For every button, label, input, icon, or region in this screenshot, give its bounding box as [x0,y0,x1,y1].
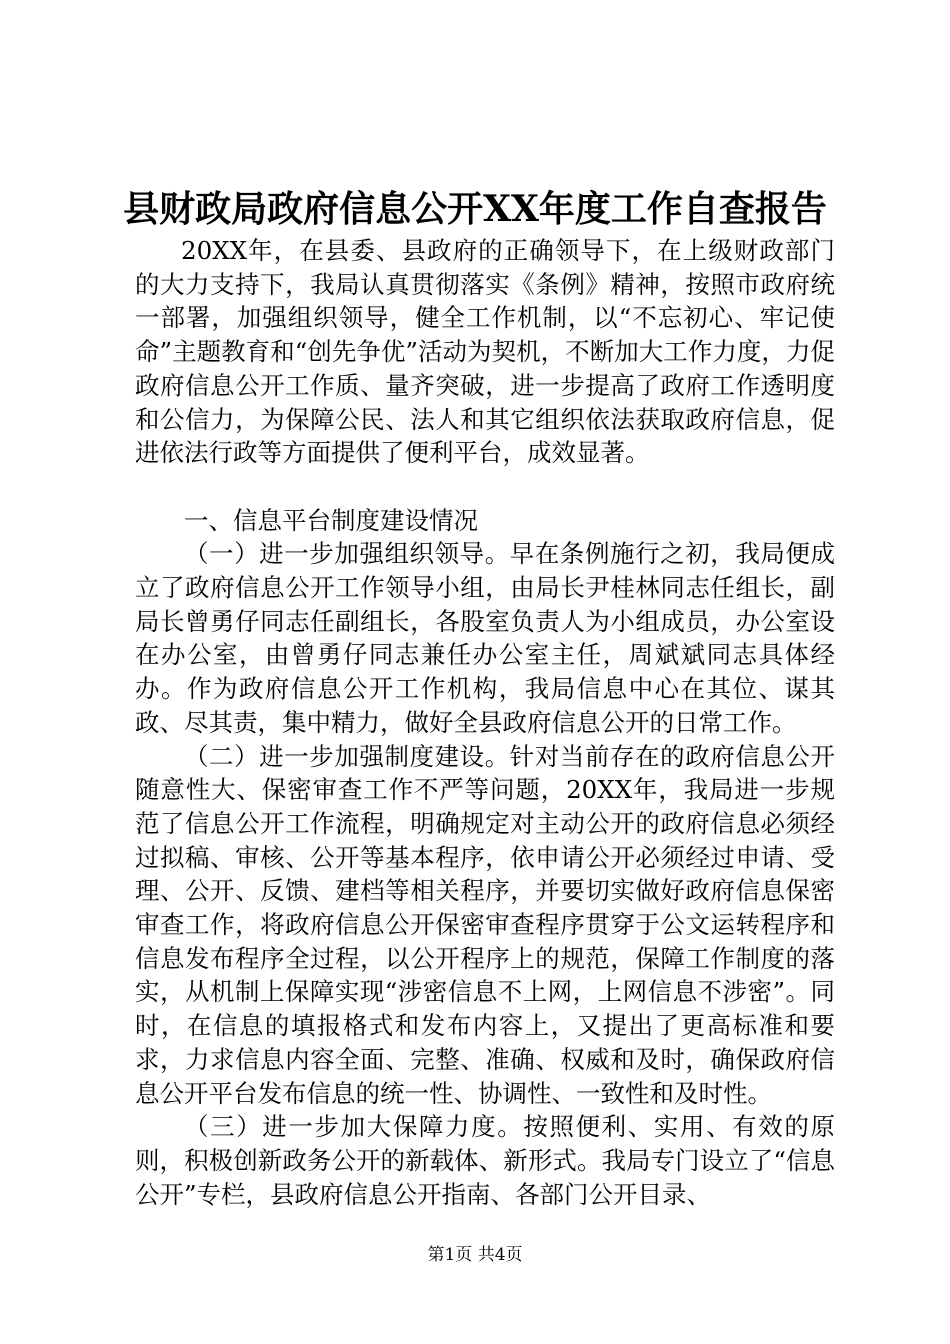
paragraph-organization: （一）进一步加强组织领导。早在条例施行之初，我局便成立了政府信息公开工作领导小组，由局长尹桂林同志任组长，副局长曾勇仔同志任副组长，各股室负责人为小组成员，办公室设在办公室，由曾勇仔同志兼任办公室主任，周斌斌同志具体经办。作为政府信息公开工作机构，我局信息中心在其位、谋其政、尽其责，集中精力，做好全县政府信息公开的日常工作。 [135,539,835,737]
intro-paragraph: 20XX年，在县委、县政府的正确领导下，在上级财政部门的大力支持下，我局认真贯彻落实《条例》精神，按照市政府统一部署，加强组织领导，健全工作机制，以“不忘初心、牢记使命”主题教育和“创先争优”活动为契机，不断加大工作力度，力促政府信息公开工作质、量齐突破，进一步提高了政府工作透明度和公信力，为保障公民、法人和其它组织依法获取政府信息，促进依法行政等方面提供了便利平台，成效显著。 [135,236,835,468]
document-title: 县财政局政府信息公开XX年度工作自查报告 [123,188,827,230]
paragraph-system-building: （二）进一步加强制度建设。针对当前存在的政府信息公开随意性大、保密审查工作不严等问题，20XX年，我局进一步规范了信息公开工作流程，明确规定对主动公开的政府信息必须经过拟稿、审核、公开等基本程序，依申请公开必须经过申请、受理、公开、反馈、建档等相关程序，并要切实做好政府信息保密审查工作，将政府信息公开保密审查程序贯穿于公文运转程序和信息发布程序全过程，以公开程序上的规范，保障工作制度的落实，从机制上保障实现“涉密信息不上网，上网信息不涉密”。同时，在信息的填报格式和发布内容上，又提出了更高标准和要求，力求信息内容全面、完整、准确、权威和及时，确保政府信息公开平台发布信息的统一性、协调性、一致性和及时性。 [135,741,835,1108]
page-footer: 第1页 共4页 [427,1245,523,1265]
paragraph-guarantee: （三）进一步加大保障力度。按照便利、实用、有效的原则，积极创新政务公开的新载体、新形式。我局专门设立了“信息公开”专栏，县政府信息公开指南、各部门公开目录、 [135,1112,835,1209]
section-heading: 一、信息平台制度建设情况 [184,505,478,535]
document-body [135,234,835,1211]
paragraph-spacer [135,470,835,504]
